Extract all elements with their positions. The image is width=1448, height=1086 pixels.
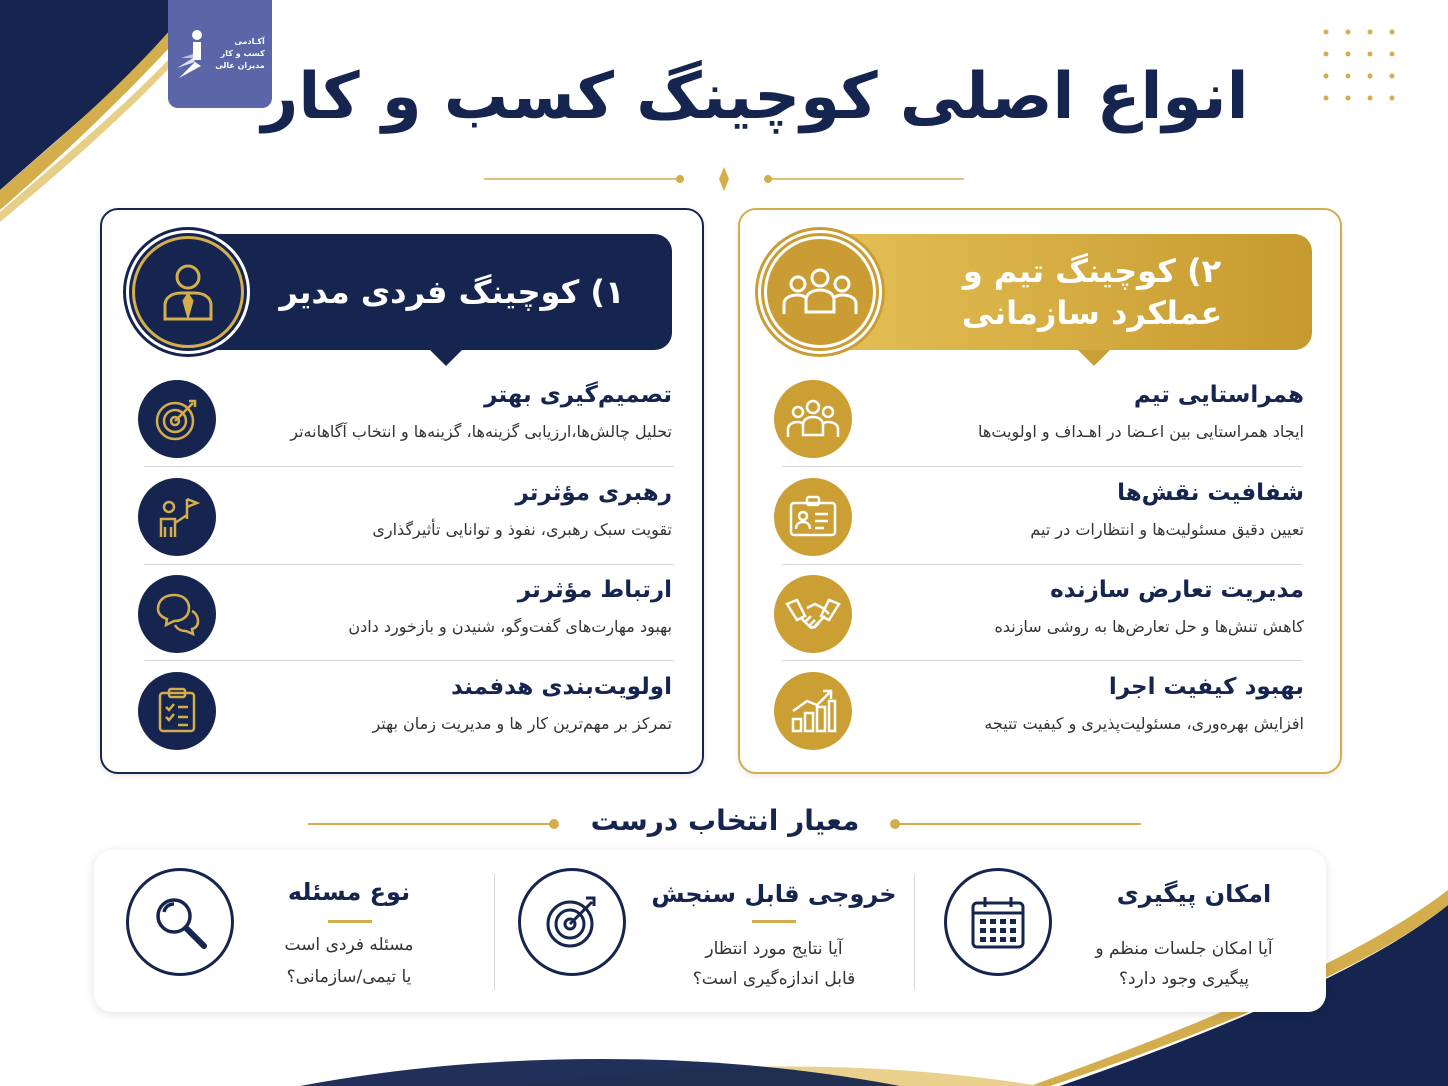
item-description: تعیین دقیق مسئولیت‌ها و انتظارات در تیم (1030, 520, 1304, 539)
header-icon-circle (758, 230, 882, 354)
item-description: تمرکز بر مهم‌ترین کار ها و مدیریت زمان بهتر (372, 714, 672, 733)
item-description: کاهش تنش‌ها و حل تعارض‌ها به روشی سازنده (994, 617, 1304, 636)
growth-chart-icon (774, 672, 852, 750)
criteria-title: معیار انتخاب درست (590, 804, 860, 837)
chat-bubbles-icon (138, 575, 216, 653)
item-title: اولویت‌بندی هدفمند (450, 674, 672, 700)
individual-coaching-panel (100, 208, 704, 774)
item-description: افزایش بهره‌وری، مسئولیت‌پذیری و کیفیت تتیجه (984, 714, 1304, 733)
list-item (138, 370, 672, 466)
list-item (774, 370, 1304, 466)
list-item (774, 468, 1304, 564)
list-item (138, 468, 672, 564)
list-item (774, 565, 1304, 661)
criteria-text-line2: یا تیمی/سازمانی؟ (286, 967, 412, 987)
criteria-heading: خروجی قابل سنجش (651, 880, 897, 908)
individual-coaching-title: ۱) کوچینگ فردی مدیر (279, 273, 625, 311)
team-coaching-header (762, 234, 1312, 350)
magnifier-icon (126, 868, 234, 976)
clipboard-checklist-icon (138, 672, 216, 750)
team-coaching-title (912, 234, 1272, 350)
item-title: ارتباط مؤثرتر (517, 577, 672, 603)
criteria-item (494, 850, 914, 1012)
item-title: همراستایی تیم (1133, 382, 1304, 408)
team-coaching-title-line2: عملکرد سازمانی (961, 294, 1223, 332)
target-arrow-icon (138, 380, 216, 458)
list-item (138, 565, 672, 661)
item-description: تحلیل چالش‌ها،ارزیابی گزینه‌ها، گزینه‌ها و انتخاب آگاهانه‌تر (290, 422, 672, 441)
criteria-text-line2: پیگیری وجود دارد؟ (1118, 969, 1250, 989)
logo-text-line3: مدیران عالی (215, 61, 265, 70)
logo-text-line2: کسب و کار (220, 49, 265, 58)
criteria-text-line1: آیا امکان جلسات منظم و (1095, 939, 1273, 959)
id-card-icon (774, 478, 852, 556)
criteria-text-line1: آیا نتایج مورد انتظار (705, 939, 843, 959)
item-description: بهبود مهارت‌های گفت‌وگو، شنیدن و بازخورد دادن (348, 617, 672, 636)
leader-flag-icon (138, 478, 216, 556)
item-title: بهبود کیفیت اجرا (1108, 674, 1304, 700)
criteria-text-line2: قابل اندازه‌گیری است؟ (692, 969, 856, 989)
item-title: شفافیت نقش‌ها (1117, 480, 1304, 506)
individual-coaching-header (130, 234, 672, 350)
page-title: انواع اصلی کوچینگ کسب و کار (261, 60, 1249, 134)
item-title: تصمیم‌گیری بهتر (484, 382, 672, 408)
dot-grid-decoration (1320, 26, 1410, 106)
item-description: تقویت سبک رهبری، نفوذ و توانایی تأثیرگذاری (372, 520, 672, 539)
manager-icon (153, 257, 223, 327)
target-arrow-icon (518, 868, 626, 976)
criteria-item (94, 850, 494, 1012)
criteria-text-line1: مسئله فردی است (284, 935, 414, 955)
header-icon-circle (126, 230, 250, 354)
criteria-heading: نوع مسئله (287, 878, 411, 906)
team-icon (780, 262, 860, 322)
list-item (774, 662, 1304, 758)
criteria-box (94, 850, 1326, 1012)
item-title: رهبری مؤثرتر (515, 480, 672, 506)
item-description: ایجاد همراستایی بین اعـضا در اهـداف و اولویت‌ها (978, 422, 1304, 441)
logo-mark-icon (175, 28, 209, 80)
team-coaching-panel (738, 208, 1342, 774)
item-title: مدیریت تعارض سازنده (1050, 577, 1304, 603)
criteria-item (914, 850, 1314, 1012)
calendar-icon (944, 868, 1052, 976)
handshake-icon (774, 575, 852, 653)
title-divider (484, 166, 964, 192)
criteria-heading: امکان پیگیری (1116, 880, 1272, 908)
logo-text-line1: آکـادمی (234, 37, 265, 46)
team-coaching-title-line1: ۲) کوچینگ تیم و (962, 252, 1222, 290)
list-item (138, 662, 672, 758)
team-icon (774, 380, 852, 458)
